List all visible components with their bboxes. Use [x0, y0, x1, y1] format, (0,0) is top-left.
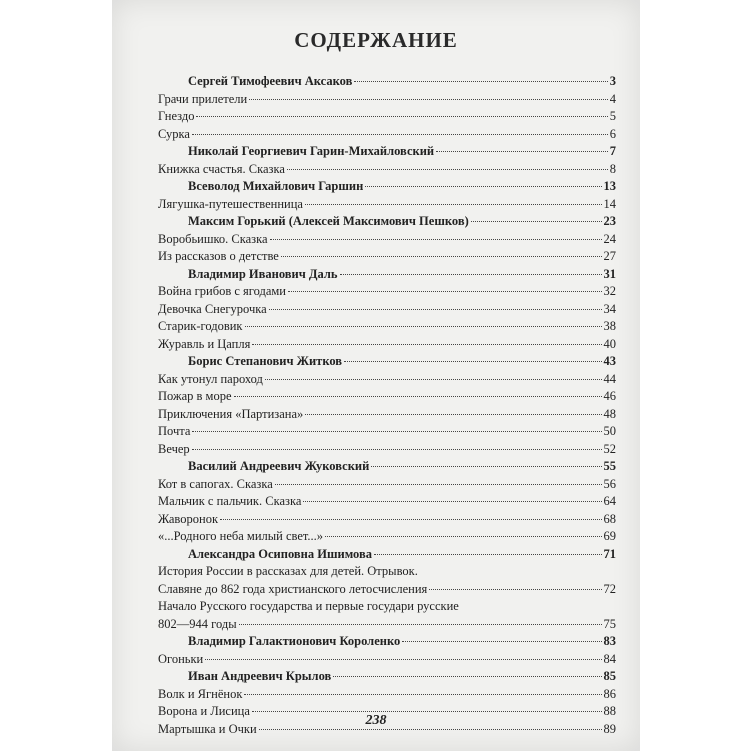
leader-dots — [333, 676, 601, 677]
toc-entry-title: Сурка — [158, 126, 190, 141]
toc-page-number: 3 — [609, 74, 616, 88]
toc-page-number: 32 — [603, 284, 616, 298]
toc-entry — [158, 441, 616, 459]
toc-page-number: 38 — [603, 319, 616, 333]
leader-dots — [344, 361, 601, 362]
toc-entry — [158, 231, 616, 249]
toc-entry-title: Иван Андреевич Крылов — [188, 669, 332, 683]
toc-entry — [158, 108, 616, 126]
leader-dots — [436, 151, 608, 152]
toc-page-number: 84 — [603, 651, 616, 666]
toc-entry — [158, 651, 616, 669]
toc-entry-title: Книжка счастья. Сказка — [158, 161, 285, 176]
toc-author-entry — [158, 633, 616, 651]
toc-page-number: 31 — [603, 266, 616, 281]
toc-entry-title: Старик-годовик — [158, 319, 243, 333]
toc-entry-title: Василий Андреевич Жуковский — [188, 459, 370, 473]
toc-author-entry — [158, 266, 616, 284]
toc-page-number: 43 — [603, 354, 616, 368]
toc-entry — [158, 511, 616, 529]
toc-entry — [158, 318, 616, 336]
toc-page-number: 46 — [603, 389, 616, 403]
toc-entry-title: Мальчик с пальчик. Сказка — [158, 494, 302, 508]
toc-page-number: 40 — [603, 336, 616, 351]
toc-entry-title: Волк и Ягнёнок — [158, 686, 243, 701]
toc-page-number: 34 — [603, 301, 616, 316]
toc-page-number: 83 — [603, 634, 616, 648]
leader-dots — [244, 694, 601, 695]
toc-entry-title: Вечер — [158, 441, 190, 456]
toc-entry-title: Всеволод Михайлович Гаршин — [188, 179, 364, 193]
leader-dots — [303, 501, 601, 502]
toc-entry-title: Как утонул пароход — [158, 371, 263, 386]
toc-entry-title: Кот в сапогах. Сказка — [158, 476, 273, 491]
toc-entry-title: История России в рассказах для детей. Отрывок. — [158, 564, 418, 578]
toc-author-entry — [158, 73, 616, 91]
toc-page-number: 23 — [603, 214, 616, 228]
toc-entry — [158, 301, 616, 319]
toc-entry-title: Гнездо — [158, 109, 195, 123]
toc-page-number: 88 — [603, 704, 616, 718]
leader-dots — [252, 711, 602, 712]
toc-entry — [158, 161, 616, 179]
toc-entry — [158, 493, 616, 511]
leader-dots — [205, 659, 601, 660]
leader-dots — [192, 431, 601, 432]
toc-entry-title: 802—944 годы — [158, 616, 237, 631]
toc-author-entry — [158, 668, 616, 686]
leader-dots — [269, 309, 602, 310]
toc-entry-title: Журавль и Цапля — [158, 336, 251, 351]
toc-entry — [158, 196, 616, 214]
toc-page-number: 56 — [603, 476, 616, 491]
toc-page-number: 8 — [609, 161, 616, 176]
leader-dots — [275, 484, 602, 485]
toc-entry — [158, 598, 616, 616]
toc-page-number: 44 — [603, 371, 616, 386]
leader-dots — [354, 81, 607, 82]
leader-dots — [249, 99, 608, 100]
toc-entry — [158, 528, 616, 546]
toc-entry-title: Мартышка и Очки — [158, 721, 257, 736]
toc-entry — [158, 423, 616, 441]
toc-entry-title: Лягушка-путешественница — [158, 196, 303, 211]
toc-page-number: 69 — [603, 529, 616, 543]
toc-author-entry — [158, 353, 616, 371]
toc-page-number: 75 — [603, 616, 616, 631]
toc-page-number: 71 — [603, 546, 616, 561]
leader-dots — [374, 554, 602, 555]
toc-author-entry — [158, 143, 616, 161]
toc-entry-title: Начало Русского государства и первые государи русские — [158, 599, 459, 613]
toc-page-number: 52 — [603, 441, 616, 456]
toc-entry-title: Александра Осиповна Ишимова — [188, 546, 372, 561]
toc-entry-title: Война грибов с ягодами — [158, 284, 286, 298]
toc-entry — [158, 406, 616, 424]
leader-dots — [220, 519, 601, 520]
toc-page-number: 50 — [603, 424, 616, 438]
table-of-contents — [158, 73, 616, 738]
toc-page-number: 13 — [603, 179, 616, 193]
toc-entry — [158, 616, 616, 634]
leader-dots — [252, 344, 601, 345]
leader-dots — [287, 169, 608, 170]
toc-page-number: 85 — [603, 669, 616, 683]
toc-page-number: 55 — [603, 459, 616, 473]
toc-author-entry — [158, 458, 616, 476]
toc-entry-title: Борис Степанович Житков — [188, 354, 343, 368]
toc-entry-title: Грачи прилетели — [158, 91, 248, 106]
leader-dots — [402, 641, 601, 642]
leader-dots — [305, 414, 601, 415]
leader-dots — [234, 396, 602, 397]
leader-dots — [471, 221, 602, 222]
toc-entry-title: Жаворонок — [158, 511, 219, 526]
toc-page-number: 5 — [609, 109, 616, 123]
leader-dots — [365, 186, 601, 187]
toc-page-number: 89 — [603, 721, 616, 736]
toc-entry — [158, 581, 616, 599]
leader-dots — [245, 326, 602, 327]
toc-entry — [158, 686, 616, 704]
toc-page-number: 6 — [609, 126, 616, 141]
toc-entry-title: Почта — [158, 424, 191, 438]
leader-dots — [192, 134, 608, 135]
leader-dots — [429, 589, 601, 590]
leader-dots — [325, 536, 601, 537]
toc-entry-title: Сергей Тимофеевич Аксаков — [188, 74, 353, 88]
leader-dots — [288, 291, 602, 292]
toc-entry — [158, 336, 616, 354]
toc-entry-title: «...Родного неба милый свет...» — [158, 529, 324, 543]
toc-entry-title: Владимир Иванович Даль — [188, 266, 338, 281]
leader-dots — [371, 466, 601, 467]
leader-dots — [281, 256, 602, 257]
toc-author-entry — [158, 178, 616, 196]
toc-page-number: 68 — [603, 511, 616, 526]
toc-page-number: 7 — [609, 144, 616, 158]
book-page — [112, 0, 640, 751]
toc-entry-title: Воробьишко. Сказка — [158, 231, 268, 246]
toc-entry-title: Из рассказов о детстве — [158, 249, 279, 263]
toc-entry — [158, 371, 616, 389]
toc-page-number: 72 — [603, 581, 616, 596]
toc-entry-title: Николай Георгиевич Гарин-Михайловский — [188, 144, 435, 158]
toc-author-entry — [158, 213, 616, 231]
leader-dots — [196, 116, 607, 117]
toc-entry — [158, 388, 616, 406]
toc-entry-title: Девочка Снегурочка — [158, 301, 267, 316]
leader-dots — [305, 204, 602, 205]
toc-page-number: 86 — [603, 686, 616, 701]
page-number: 238 — [365, 713, 387, 728]
toc-page-number: 64 — [603, 494, 616, 508]
toc-page-number: 14 — [603, 196, 616, 211]
toc-page-number: 4 — [609, 91, 616, 106]
toc-entry — [158, 476, 616, 494]
leader-dots — [270, 239, 602, 240]
toc-page-number: 24 — [603, 231, 616, 246]
toc-entry-title: Приключения «Партизана» — [158, 406, 304, 421]
leader-dots — [265, 379, 602, 380]
toc-entry — [158, 248, 616, 266]
toc-entry — [158, 283, 616, 301]
toc-entry-title: Максим Горький (Алексей Максимович Пешков) — [188, 214, 469, 228]
toc-author-entry — [158, 546, 616, 564]
leader-dots — [340, 274, 602, 275]
toc-entry — [158, 126, 616, 144]
toc-entry-title: Огоньки — [158, 651, 204, 666]
toc-entry-title: Пожар в море — [158, 389, 232, 403]
toc-page-number: 27 — [603, 249, 616, 263]
toc-entry — [158, 91, 616, 109]
leader-dots — [192, 449, 602, 450]
toc-entry — [158, 563, 616, 581]
leader-dots — [239, 624, 602, 625]
toc-page-number: 48 — [603, 406, 616, 421]
toc-entry-title: Ворона и Лисица — [158, 704, 250, 718]
toc-entry-title: Владимир Галактионович Короленко — [188, 634, 401, 648]
toc-entry-title: Славяне до 862 года христианского летосчисления — [158, 581, 428, 596]
page-title: СОДЕРЖАНИЕ — [294, 28, 458, 52]
